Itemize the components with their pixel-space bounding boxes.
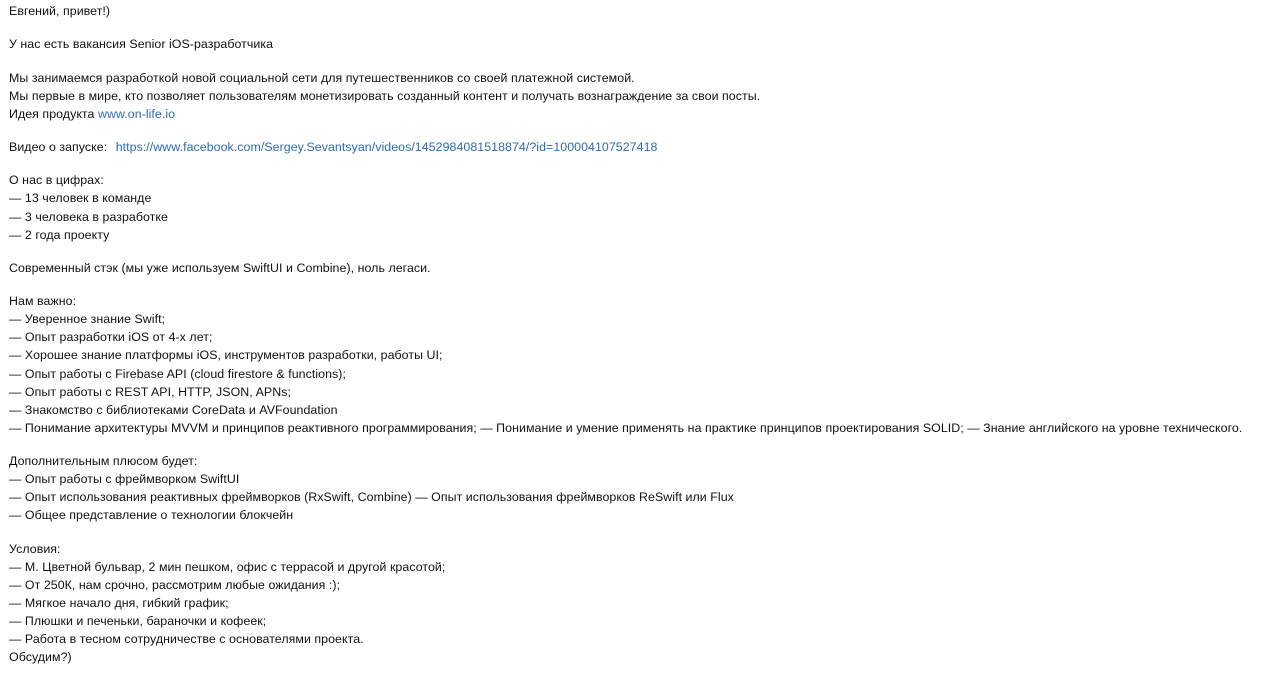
conditions-item: — Мягкое начало дня, гибкий график;	[9, 595, 229, 610]
conditions-item: — Работа в тесном сотрудничестве с основателями проекта.	[9, 632, 364, 647]
plus-item: — Опыт использования реактивных фреймворков (RxSwift, Combine) — Опыт использования фреймворков ReSwift или Flux	[9, 490, 734, 505]
important-heading: Нам важно:	[9, 294, 77, 309]
about-line-2: Мы первые в мире, кто позволяет пользователям монетизировать созданный контент и получать вознаграждение за свои посты.	[9, 88, 761, 103]
conditions-item: — Плюшки и печеньки, бараночки и кофеек;	[9, 614, 267, 629]
conditions-item: — М. Цветной бульвар, 2 мин пешком, офис с террасой и другой красотой;	[9, 559, 446, 574]
video-label: Видео о запуске:	[9, 140, 108, 155]
important-item: — Уверенное знание Swift;	[9, 312, 166, 327]
message-body	[9, 2, 1269, 666]
plus-item: — Опыт работы с фреймворком SwiftUI	[9, 472, 240, 487]
idea-link[interactable]: www.on-life.io	[97, 106, 176, 121]
plus-heading: Дополнительным плюсом будет:	[9, 454, 198, 469]
numbers-item: — 13 человек в команде	[9, 191, 152, 206]
idea-line	[9, 105, 1269, 123]
important-item: — Знакомство с библиотеками CoreData и AVFoundation	[9, 402, 338, 417]
closing-text: Обсудим?)	[9, 650, 72, 665]
video-link[interactable]: https://www.facebook.com/Sergey.Sevantsyan/videos/1452984081518874/?id=100004107527418	[115, 140, 658, 155]
important-item: — Опыт работы с REST API, HTTP, JSON, APNs;	[9, 384, 291, 399]
important-item: — Понимание архитектуры MVVM и принципов реактивного программирования; — Понимание и умение применять на практике принципов проектирования SOLID; — Знание английского на уровне технического.	[9, 420, 1243, 435]
video-line	[9, 138, 1269, 156]
numbers-item: — 3 человека в разработке	[9, 209, 168, 224]
numbers-heading: О нас в цифрах:	[9, 173, 104, 188]
plus-item: — Общее представление о технологии блокчейн	[9, 508, 294, 523]
greeting-text: Евгений, привет!)	[9, 4, 111, 18]
important-item: — Опыт работы с Firebase API (cloud firestore & functions);	[9, 366, 346, 381]
stack-text: Современный стэк (мы уже используем SwiftUI и Combine), ноль легаси.	[9, 260, 431, 275]
about-line-1: Мы занимаемся разработкой новой социальной сети для путешественников со своей платежной системой.	[9, 70, 635, 85]
vacancy-text: У нас есть вакансия Senior iOS-разработчика	[9, 37, 274, 52]
important-item: — Хорошее знание платформы iOS, инструментов разработки, работы UI;	[9, 348, 443, 363]
conditions-heading: Условия:	[9, 541, 61, 556]
important-item: — Опыт разработки iOS от 4-х лет;	[9, 330, 213, 345]
idea-label: Идея продукта	[9, 106, 95, 121]
conditions-item: — От 250К, нам срочно, рассмотрим любые ожидания :);	[9, 577, 341, 592]
numbers-item: — 2 года проекту	[9, 227, 110, 242]
